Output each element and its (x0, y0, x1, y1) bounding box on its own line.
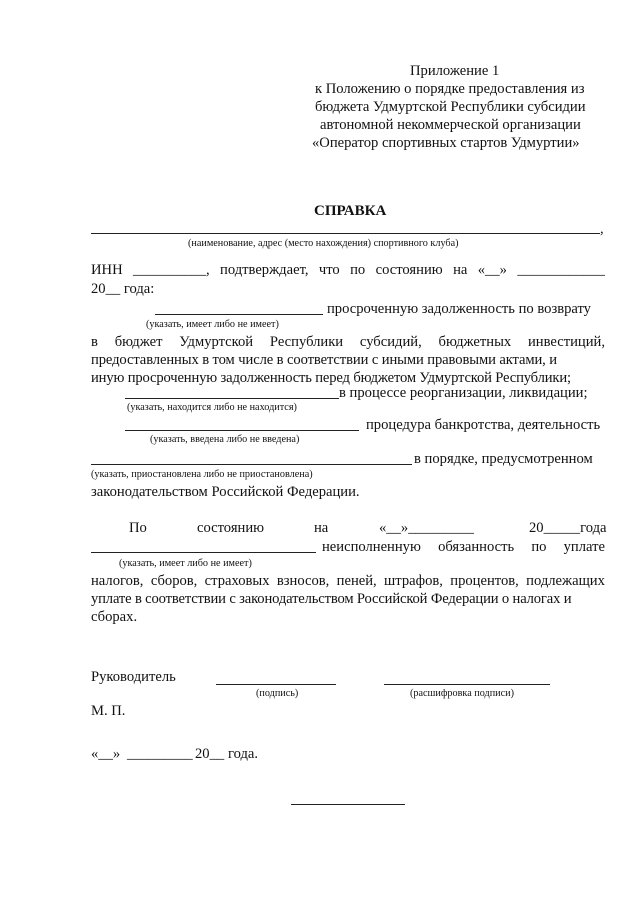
stamp-label: М. П. (91, 703, 126, 719)
hint-suspended: (указать, приостановлена либо не приостановлена) (91, 469, 313, 480)
inn-line (91, 261, 605, 279)
obligation-word: по (531, 539, 547, 555)
obligation-line (322, 538, 605, 556)
state-word-2: состоянию (197, 520, 265, 536)
date-open: «__» (91, 746, 121, 762)
document-title: СПРАВКА (314, 203, 387, 219)
taxes-word: штрафов, (384, 573, 443, 589)
signature-head: Руководитель (91, 669, 176, 685)
state-date: «__»_________ (379, 520, 474, 536)
inn-word-2: что (318, 262, 340, 278)
budget-word: бюджетных (438, 334, 512, 350)
decode-line (384, 684, 550, 685)
bankrupt-blank-line (125, 430, 359, 431)
budget-word: в (91, 334, 98, 350)
inn-word-5: на (453, 262, 468, 278)
budget-word: Республики (269, 334, 344, 350)
legislation-line: законодательством Российской Федерации. (91, 484, 360, 500)
state-word-1: По (129, 520, 147, 536)
appendix-line-1: Приложение 1 (410, 63, 500, 79)
state-word-3: на (314, 520, 329, 536)
appendix-line-4: автономной некоммерческой организации (320, 117, 581, 133)
taxes-line-2: уплате в соответствии с законодательством Российской Федерации о налогах и (91, 591, 572, 607)
taxes-line-1 (91, 572, 605, 590)
reorg-text: в процессе реорганизации, ликвидации; (339, 385, 588, 401)
inn-tail: ____________ (517, 262, 605, 278)
hint-located: (указать, находится либо не находится) (127, 402, 297, 413)
order-blank-line (91, 464, 412, 465)
club-name-line (91, 233, 600, 234)
date-year: 20__ (195, 746, 225, 762)
appendix-line-5: «Оператор спортивных стартов Удмуртии» (312, 135, 580, 151)
inn-word-1: подтверждает, (220, 262, 309, 278)
obligation-word: обязанность (438, 539, 515, 555)
budget-word: Удмуртской (179, 334, 254, 350)
year-line: 20__ года: (91, 281, 155, 297)
inn-word-3: по (350, 262, 366, 278)
inn-label: ИНН (91, 262, 123, 278)
taxes-word: налогов, (91, 573, 144, 589)
appendix-line-3: бюджета Удмуртской Республики субсидии (315, 99, 586, 115)
date-word: года. (228, 746, 259, 762)
hint-has: (указать, имеет либо не имеет) (146, 319, 279, 330)
budget-word: субсидий, (359, 334, 422, 350)
taxes-word: пеней, (336, 573, 377, 589)
bankrupt-text: процедура банкротства, деятельность (366, 417, 601, 433)
inn-date: «__» (477, 262, 507, 278)
budget-line-1 (91, 333, 605, 351)
signature-hint: (подпись) (256, 688, 299, 699)
signature-line (216, 684, 336, 685)
budget-line-2: предоставленных в том числе в соответствии с иными правовыми актами, и (91, 352, 557, 368)
taxes-line-3: сборах. (91, 609, 138, 625)
hint-introduced: (указать, введена либо не введена) (150, 434, 300, 445)
inn-word-4: состоянию (375, 262, 443, 278)
state-year: 20_____года (529, 520, 607, 536)
taxes-word: страховых (204, 573, 270, 589)
inn-blank: __________, (133, 262, 210, 278)
bottom-rule (291, 804, 405, 805)
hint-has-2: (указать, имеет либо не имеет) (119, 558, 252, 569)
decode-hint: (расшифровка подписи) (410, 688, 514, 699)
order-text: в порядке, предусмотренном (414, 451, 593, 467)
hint-club: (наименование, адрес (место нахождения) спортивного клуба) (188, 238, 459, 249)
taxes-word: взносов, (276, 573, 330, 589)
budget-word: инвестиций, (527, 334, 605, 350)
taxes-word: подлежащих (526, 573, 605, 589)
taxes-word: процентов, (450, 573, 519, 589)
obligation-blank-line (91, 552, 316, 553)
obligation-word: неисполненную (322, 539, 421, 555)
obligation-word: уплате (563, 539, 605, 555)
budget-word: бюджет (114, 334, 163, 350)
budget-line-3: иную просроченную задолженность перед бюджетом Удмуртской Республики; (91, 370, 571, 386)
taxes-word: сборов, (150, 573, 198, 589)
debt-text: просроченную задолженность по возврату (327, 301, 591, 317)
date-blank: _________ (127, 746, 193, 762)
club-name-comma: , (600, 221, 604, 237)
debt-blank-line (155, 314, 323, 315)
appendix-line-2: к Положению о порядке предоставления из (315, 81, 585, 97)
reorg-blank-line (125, 398, 339, 399)
